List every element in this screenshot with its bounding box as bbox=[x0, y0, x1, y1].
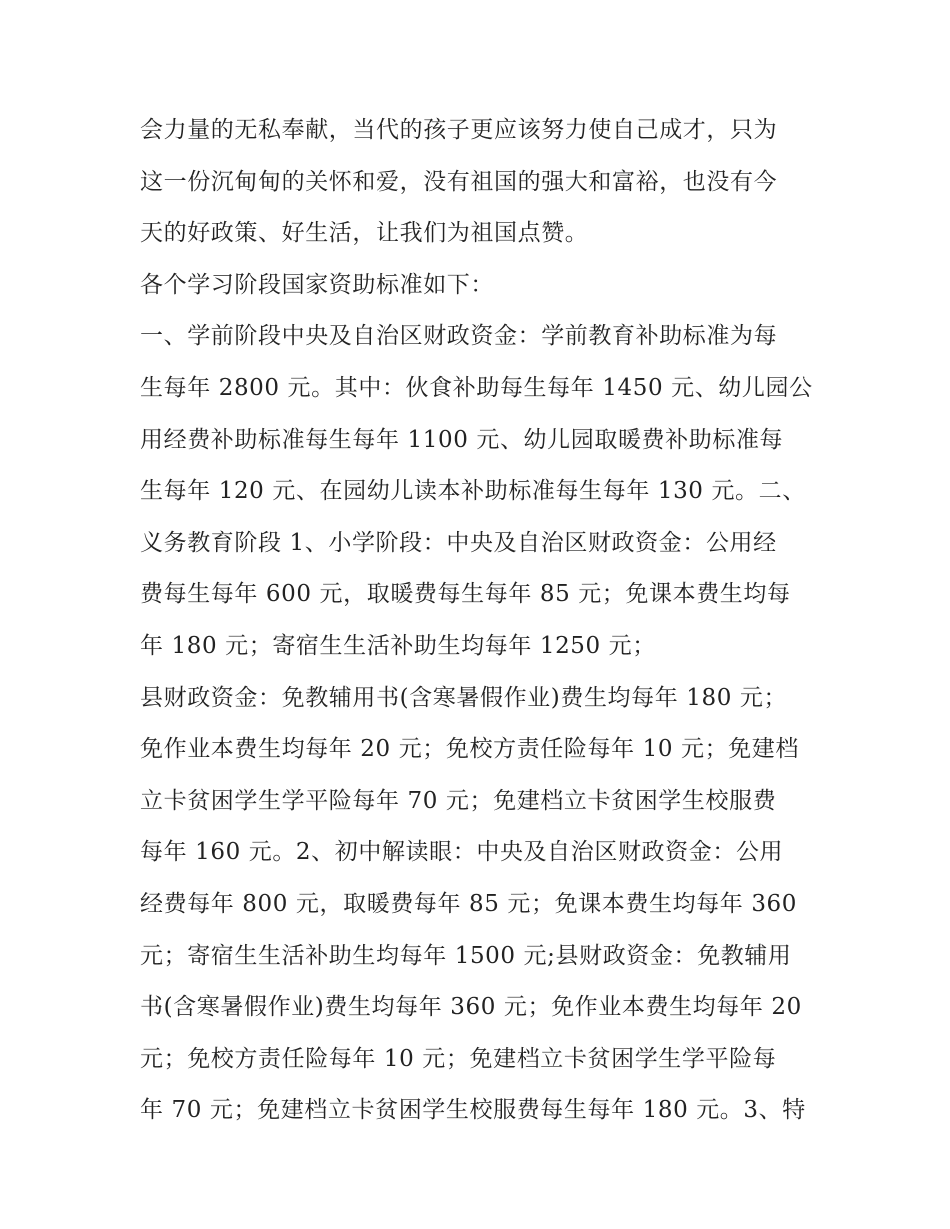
text-line: 县财政资金：免教辅用书(含寒暑假作业)费生均每年 180 元； bbox=[140, 684, 788, 711]
text-line: 义务教育阶段 1、小学阶段：中央及自治区财政资金：公用经 bbox=[140, 529, 777, 556]
text-line: 元；免校方责任险每年 10 元；免建档立卡贫困学生学平险每 bbox=[140, 1045, 777, 1072]
text-line: 生每年 2800 元。其中：伙食补助每生每年 1450 元、幼儿园公 bbox=[140, 374, 813, 401]
text-line: 各个学习阶段国家资助标准如下： bbox=[140, 271, 494, 298]
text-line: 天的好政策、好生活，让我们为祖国点赞。 bbox=[140, 220, 589, 247]
text-line: 元；寄宿生生活补助生均每年 1500 元;县财政资金：免教辅用 bbox=[140, 942, 792, 969]
text-line: 一、学前阶段中央及自治区财政资金：学前教育补助标准为每 bbox=[140, 323, 778, 350]
text-line: 生每年 120 元、在园幼儿读本补助标准每生每年 130 元。二、 bbox=[140, 478, 806, 505]
text-line: 年 180 元；寄宿生生活补助生均每年 1250 元； bbox=[140, 632, 656, 659]
text-line: 这一份沉甸甸的关怀和爱，没有祖国的强大和富裕，也没有今 bbox=[140, 168, 778, 195]
text-line: 每年 160 元。2、初中解读眼：中央及自治区财政资金：公用 bbox=[140, 839, 784, 866]
text-line: 年 70 元；免建档立卡贫困学生校服费每生每年 180 元。3、特 bbox=[140, 1097, 806, 1124]
text-line: 会力量的无私奉献，当代的孩子更应该努力使自己成才，只为 bbox=[140, 117, 778, 143]
text-line: 免作业本费生均每年 20 元；免校方责任险每年 10 元；免建档 bbox=[140, 736, 799, 763]
text-line: 用经费补助标准每生每年 1100 元、幼儿园取暖费补助标准每 bbox=[140, 426, 784, 453]
text-line: 立卡贫困学生学平险每年 70 元；免建档立卡贫困学生校服费 bbox=[140, 787, 777, 814]
text-line: 费每生每年 600 元，取暖费每生每年 85 元；免课本费生均每 bbox=[140, 581, 791, 608]
body-text bbox=[140, 105, 820, 1137]
text-line: 书(含寒暑假作业)费生均每年 360 元；免作业本费生均每年 20 bbox=[140, 994, 802, 1021]
text-line: 经费每年 800 元，取暖费每年 85 元；免课本费生均每年 360 bbox=[140, 890, 798, 917]
